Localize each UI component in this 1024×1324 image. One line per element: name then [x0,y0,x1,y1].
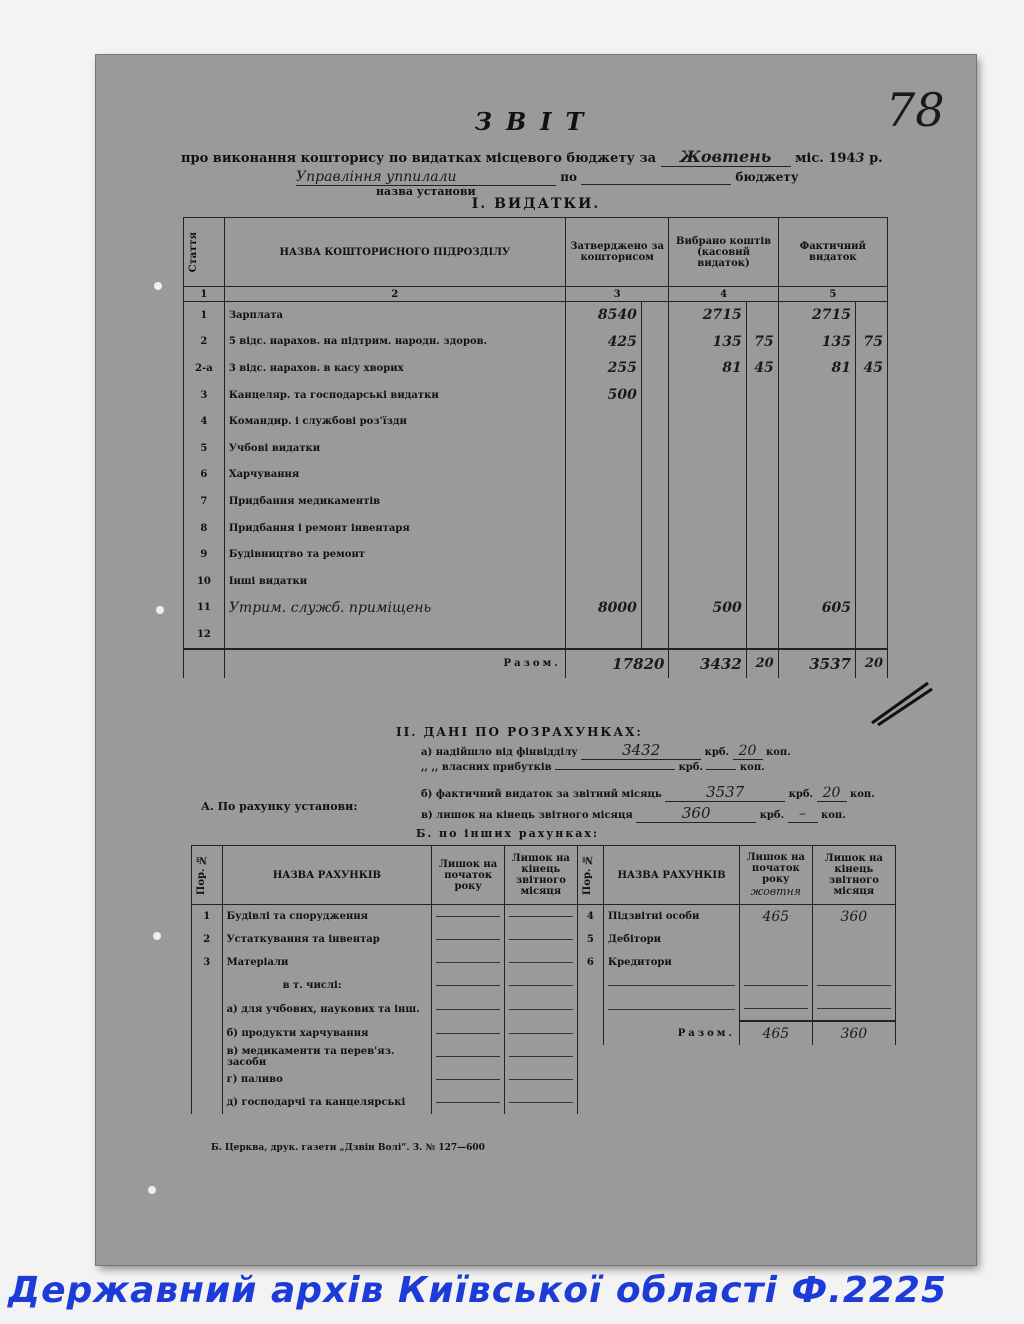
settlement-kop-value: – [788,806,818,823]
account2-empty [812,1068,895,1091]
settlement-line [421,762,881,783]
account-start [432,1091,505,1114]
account-num: 1 [192,905,223,929]
expense-row [184,435,888,462]
expense-name: Командир. і службові роз'їзди [224,408,565,435]
expense-approved [565,621,641,649]
account2-empty [577,1091,603,1114]
account-name: Будівлі та спорудження [222,905,432,929]
expense-actual-kop [855,462,887,489]
account2-name [604,974,740,997]
expense-article: 10 [184,568,225,595]
expense-article: 3 [184,382,225,409]
account-end [504,1021,577,1045]
total-approved: 17820 [565,649,669,678]
expense-actual: 135 [778,329,855,356]
expense-article: 8 [184,515,225,542]
account2-start [739,928,812,951]
settlement-label: а) надійшло від фінвідділу [421,747,578,758]
expense-cash-kop [746,302,778,329]
acc-header-num: Пор. № [192,846,223,905]
header-approved: Затверджено за кошторисом [565,218,669,287]
account2-end [812,951,895,974]
account2-num [577,1021,603,1045]
header-actual: Фактичний видаток [778,218,887,287]
account-num [192,1021,223,1045]
colnum-5: 5 [778,287,887,302]
expense-cash [669,488,746,515]
subtitle-mid: міс. 194 [795,151,856,166]
section2-group-label: А. По рахунку установи: [201,800,358,813]
colnum-4: 4 [669,287,778,302]
account-num [192,997,223,1021]
header-article: Стаття [184,218,225,287]
settlement-value: 3537 [665,783,785,802]
account-name: д) господарчі та канцелярські [222,1091,432,1114]
expense-cash-kop: 75 [746,329,778,356]
expense-row [184,408,888,435]
expense-row [184,462,888,489]
accounts-total-label: Разом. [604,1021,740,1045]
account2-empty [739,1091,812,1114]
expense-name: Зарплата [224,302,565,329]
expense-cash [669,541,746,568]
account-end [504,997,577,1021]
section1-title: І. ВИДАТКИ. [471,196,601,212]
expense-row [184,302,888,329]
settlement-kop-value: 20 [817,785,847,802]
account-name: а) для учбових, наукових та інш. [222,997,432,1021]
expense-cash: 81 [669,355,746,382]
subtitle-prefix: про виконання кошторису по видатках місцевого бюджету за [181,151,657,166]
expense-actual-kop [855,435,887,462]
account-row [192,1068,896,1091]
account2-empty [604,1091,740,1114]
account2-empty [739,1045,812,1068]
expense-article: 5 [184,435,225,462]
account2-name: Дебітори [604,928,740,951]
settlement-krb: крб. [759,810,785,821]
expense-cash [669,515,746,542]
account-num [192,974,223,997]
document-sheet [96,55,976,1265]
expense-article: 2-а [184,355,225,382]
account2-empty [604,1045,740,1068]
expense-cash-kop [746,462,778,489]
expense-actual-kop [855,621,887,649]
acc-header-start: Лишок на початок року [432,846,505,905]
expense-row [184,488,888,515]
account-start [432,1021,505,1045]
account-start [432,1068,505,1091]
settlement-line [421,741,881,762]
account-num [192,1091,223,1114]
colnum-2: 2 [224,287,565,302]
colnum-1: 1 [184,287,225,302]
account-name: г) паливо [222,1068,432,1091]
report-title: ЗВІТ [474,107,598,136]
colnum-3: 3 [565,287,669,302]
expense-name: Інші видатки [224,568,565,595]
expense-cash-kop [746,515,778,542]
account2-start: 465 [739,905,812,929]
expense-approved-kop [641,329,669,356]
expense-actual: 2715 [778,302,855,329]
expense-approved [565,568,641,595]
header-name: НАЗВА КОШТОРИСНОГО ПІДРОЗДІЛУ [224,218,565,287]
expense-actual: 81 [778,355,855,382]
expense-name: 5 відс. нарахов. на підтрим. народн. здоров. [224,329,565,356]
expense-cash [669,621,746,649]
account-row [192,997,896,1021]
expense-article: 2 [184,329,225,356]
account-name: Матеріали [222,951,432,974]
acc-header-start2: Лишок на початок року жовтня [739,846,812,905]
expense-article: 6 [184,462,225,489]
total-cash-kop: 20 [746,649,778,678]
expense-row [184,541,888,568]
settlement-label: ,, ,, власних прибутків [421,762,552,773]
settlement-krb: крб. [678,762,703,773]
account-row [192,1021,896,1045]
account2-name [604,997,740,1021]
settlement-krb: крб. [704,747,730,758]
expense-cash-kop [746,568,778,595]
expense-name [224,621,565,649]
account-start [432,997,505,1021]
expense-article: 11 [184,595,225,622]
expense-approved: 8000 [565,595,641,622]
account2-end: 360 [812,905,895,929]
print-imprint: Б. Церква, друк. газети „Дзвін Волі“. З. № 127—600 [211,1143,485,1153]
expense-row [184,329,888,356]
institution-line [296,169,799,186]
account-num [192,1068,223,1091]
settlement-kop: коп. [850,789,875,800]
account-name: в) медикаменти та перев'яз. засоби [222,1045,432,1068]
expense-actual-kop [855,488,887,515]
expense-cash-kop [746,408,778,435]
account-num: 2 [192,928,223,951]
account2-num: 6 [577,951,603,974]
total-cash: 3432 [669,649,746,678]
settlement-krb: крб. [788,789,814,800]
account-row [192,905,896,929]
account-end [504,928,577,951]
subtitle-suffix: р. [869,151,883,166]
expense-row [184,568,888,595]
account-start [432,1045,505,1068]
expense-approved: 500 [565,382,641,409]
account-end [504,974,577,997]
account2-end [812,928,895,951]
expense-approved-kop [641,355,669,382]
acc-header-num2: Пор. № [577,846,603,905]
expense-cash-kop [746,435,778,462]
account-row [192,974,896,997]
expense-actual-kop: 75 [855,329,887,356]
account-row [192,1091,896,1114]
expense-actual-kop [855,595,887,622]
expense-article: 1 [184,302,225,329]
expense-approved [565,515,641,542]
page-number: 78 [886,83,945,137]
institution-by: по [560,170,577,184]
expense-actual [778,488,855,515]
expense-cash-kop [746,382,778,409]
account2-name: Підзвітні особи [604,905,740,929]
expense-cash [669,408,746,435]
settlement-kop: коп. [739,762,765,773]
total-actual: 3537 [778,649,855,678]
account2-start [739,997,812,1021]
expense-approved [565,462,641,489]
header-cash: Вибрано коштів (касовий видаток) [669,218,778,287]
expense-approved-kop [641,408,669,435]
institution-caption: назва установи [376,185,476,198]
expense-approved-kop [641,541,669,568]
expense-name: Канцеляр. та господарські видатки [224,382,565,409]
accounts-table [191,845,896,1114]
expense-row [184,595,888,622]
account2-empty [812,1091,895,1114]
expense-approved: 425 [565,329,641,356]
expense-approved: 8540 [565,302,641,329]
settlement-label: б) фактичний видаток за звітний місяць [421,789,662,800]
expense-actual-kop [855,568,887,595]
section2-lines [421,741,881,825]
account2-empty [812,1045,895,1068]
expense-name: Утрим. служб. приміщень [224,595,565,622]
total-label: Разом. [224,649,565,678]
expense-approved-kop [641,435,669,462]
expense-approved-kop [641,595,669,622]
archive-stamp: Державний архів Київської області Ф.2225 [8,1270,948,1311]
expense-cash-kop [746,541,778,568]
expense-article: 12 [184,621,225,649]
institution-name: Управління уппилали [296,169,556,186]
expense-name: Учбові видатки [224,435,565,462]
expense-cash: 500 [669,595,746,622]
expense-name: Харчування [224,462,565,489]
account2-start [739,951,812,974]
expense-approved [565,435,641,462]
expense-cash: 135 [669,329,746,356]
account-start [432,928,505,951]
account-start [432,974,505,997]
account2-end [812,997,895,1021]
account2-empty [577,1068,603,1091]
account-end [504,1091,577,1114]
expense-row [184,621,888,649]
expense-cash-kop [746,621,778,649]
expense-actual-kop [855,515,887,542]
expense-actual-kop: 45 [855,355,887,382]
acc-header-end2: Лишок на кінець звітного місяця [812,846,895,905]
account-start [432,951,505,974]
pen-stroke-mark [866,677,936,729]
expense-cash [669,435,746,462]
expense-cash [669,568,746,595]
account-name: в т. числі: [222,974,432,997]
expense-actual [778,435,855,462]
expense-actual-kop [855,408,887,435]
expense-cash [669,462,746,489]
account2-empty [577,1045,603,1068]
account2-num: 4 [577,905,603,929]
account-start [432,905,505,929]
year-digit: 3 [855,151,865,166]
expense-cash: 2715 [669,302,746,329]
account-row [192,928,896,951]
expense-actual [778,568,855,595]
account2-empty [604,1068,740,1091]
section2-title: II. ДАНІ ПО РОЗРАХУНКАХ: [396,725,643,739]
settlement-line [421,804,881,825]
expense-actual [778,621,855,649]
expense-actual [778,515,855,542]
account-name: Устаткування та інвентар [222,928,432,951]
account-row [192,951,896,974]
account2-start [739,974,812,997]
budget-blank [581,170,731,185]
account-name: б) продукти харчування [222,1021,432,1045]
expense-cash-kop: 45 [746,355,778,382]
account-num: 3 [192,951,223,974]
expense-approved-kop [641,462,669,489]
expense-approved [565,541,641,568]
expense-approved-kop [641,515,669,542]
expense-name: Придбання і ремонт інвентаря [224,515,565,542]
institution-budget: бюджету [735,170,799,184]
expense-cash-kop [746,488,778,515]
expense-approved: 255 [565,355,641,382]
expense-actual [778,408,855,435]
expense-approved [565,408,641,435]
account2-end [812,974,895,997]
expense-approved-kop [641,302,669,329]
account2-num [577,974,603,997]
expense-approved-kop [641,488,669,515]
expense-article: 7 [184,488,225,515]
expense-name: 3 відс. нарахов. в касу хворих [224,355,565,382]
settlement-value [555,769,675,770]
expense-actual [778,462,855,489]
account2-name: Кредитори [604,951,740,974]
expense-actual-kop [855,382,887,409]
accounts-total-start: 465 [739,1021,812,1045]
settlement-label: в) лишок на кінець звітного місяця [421,810,633,821]
acc-header-name: НАЗВА РАХУНКІВ [222,846,432,905]
expense-cash [669,382,746,409]
expense-article: 4 [184,408,225,435]
acc-header-name2: НАЗВА РАХУНКІВ [604,846,740,905]
account-end [504,1045,577,1068]
expenses-total-row [184,649,888,678]
expense-approved-kop [641,621,669,649]
settlement-kop: коп. [766,747,791,758]
expense-row [184,515,888,542]
expenses-table [183,217,888,678]
settlement-kop: коп. [821,810,846,821]
report-subtitle [181,147,883,167]
account2-num [577,997,603,1021]
expense-name: Придбання медикаментів [224,488,565,515]
settlement-kop-value [706,769,736,770]
account2-num: 5 [577,928,603,951]
expense-actual-kop [855,302,887,329]
expense-approved-kop [641,382,669,409]
account-row [192,1045,896,1068]
account-end [504,1068,577,1091]
expense-actual [778,382,855,409]
expense-approved-kop [641,568,669,595]
expense-actual-kop [855,541,887,568]
other-accounts-title: Б. по інших рахунках: [416,827,600,840]
expense-actual [778,541,855,568]
settlement-line [421,783,881,804]
acc-header-end: Лишок на кінець звітного місяця [504,846,577,905]
accounts-total-end: 360 [812,1021,895,1045]
account-end [504,905,577,929]
account2-empty [739,1068,812,1091]
settlement-kop-value: 20 [733,743,763,760]
expense-actual: 605 [778,595,855,622]
month-field: Жовтень [661,147,791,167]
expense-approved [565,488,641,515]
account-num [192,1045,223,1068]
total-actual-kop: 20 [855,649,887,678]
expense-cash-kop [746,595,778,622]
expense-row [184,355,888,382]
expense-name: Будівництво та ремонт [224,541,565,568]
expense-article: 9 [184,541,225,568]
expense-row [184,382,888,409]
settlement-value: 3432 [581,741,701,760]
account-end [504,951,577,974]
acc-header-start2-hand: жовтня [750,885,802,898]
settlement-value: 360 [636,804,756,823]
